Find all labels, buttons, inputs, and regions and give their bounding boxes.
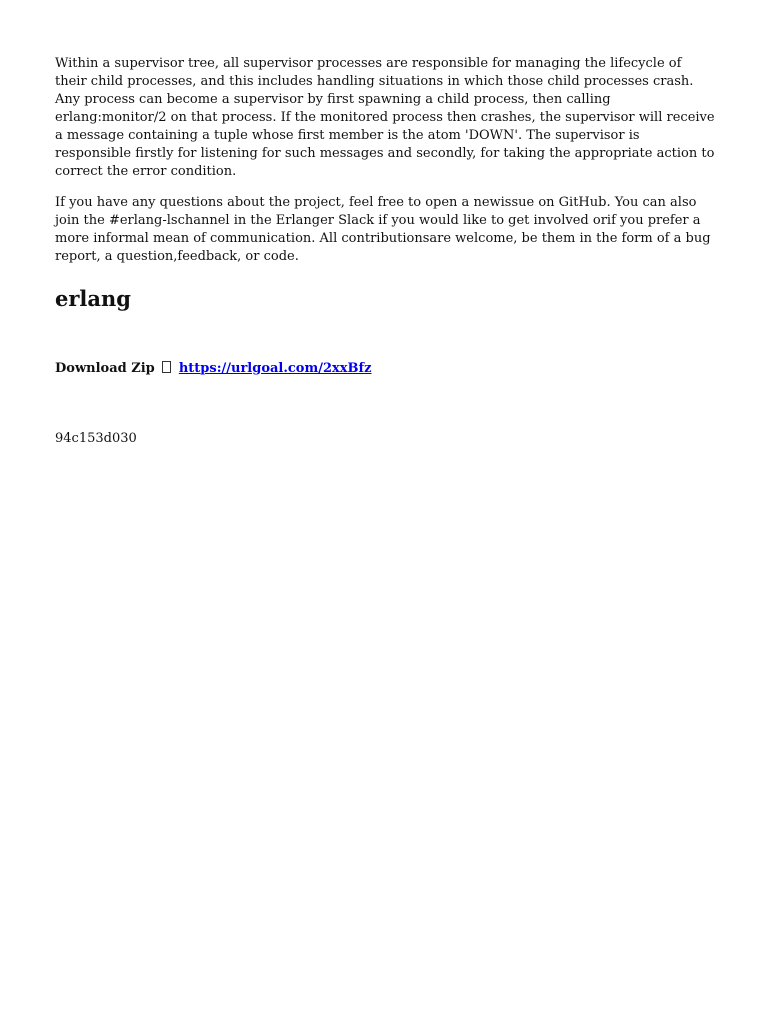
supervisor-paragraph: Within a supervisor tree, all supervisor processes are responsible for managing the lifecycle of their child processes, and this includes handling situations in which those child processes crash. Any process can become a supervisor by first spawning a child process, then calling erlang:monitor/2 on that process. If the monitored process then crashes, the supervisor will receive a message containing a tuple whose first member is the atom 'DOWN'. The supervisor is responsible firstly for listening for such messages and secondly, for taking the appropriate action to correct the error condition. xyxy=(55,56,715,179)
download-line xyxy=(55,360,715,378)
hash-text: 94c153d030 xyxy=(55,431,137,446)
box-glyph-icon xyxy=(162,361,171,373)
download-label: Download Zip xyxy=(55,361,155,376)
download-link[interactable]: https://urlgoal.com/2xxBfz xyxy=(178,361,372,376)
document-body xyxy=(55,55,715,448)
questions-paragraph: If you have any questions about the project, feel free to open a newissue on GitHub. You can also join the #erlang-lschannel in the Erlanger Slack if you would like to get involved orif you prefer a more informal mean of communication. All contributionsare welcome, be them in the form of a bug report, a question,feedback, or code. xyxy=(55,195,711,264)
section-heading: erlang xyxy=(55,286,131,311)
